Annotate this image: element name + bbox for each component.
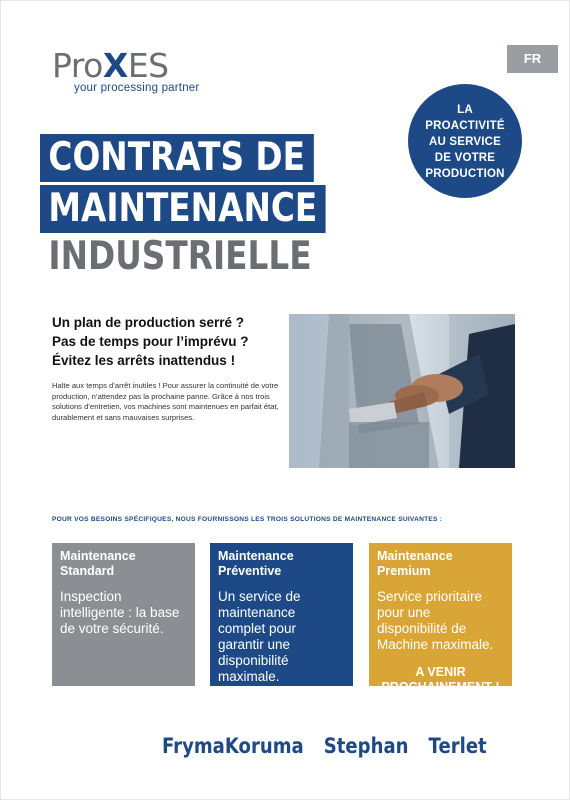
brand-stephan: Stephan [323,734,409,758]
circle-line: PROACTIVITÉ [425,120,505,132]
card-standard[interactable] [52,543,195,686]
intro-headline-line: Pas de temps pour l’imprévu ? [52,334,249,349]
circle-line: AU SERVICE [428,136,502,148]
intro-body-text: Halte aux temps d’arrêt inutiles ! Pour assurer la continuité de votre production, n’attendez pas la prochaine panne. Grâce à nos trois solutions d’entretien, vos machines sont maintenues en parfait état, durablement et sans mauvaises surprises. [52,381,279,422]
card-title-line: Maintenance [60,549,136,563]
intro-headline-line: Un plan de production serré ? [52,315,245,330]
card-description: Un service de maintenance complet pour garantir une disponibilité maximale. [218,589,301,684]
proactivity-circle-badge [408,84,522,198]
language-badge[interactable]: FR [507,45,558,73]
circle-line: DE VOTRE [434,152,496,164]
card-title-line: Premium [377,564,431,578]
title-line-2: MAINTENANCE [40,185,326,233]
proxes-logo [52,48,199,94]
logo-x: X [102,46,128,85]
logo-wordmark [52,48,199,84]
card-title-line: Maintenance [218,549,294,563]
brand-terlet: Terlet [428,734,487,758]
logo-tagline: your processing partner [74,82,200,94]
handshake-photo [289,314,515,468]
card-title [60,549,187,579]
card-title-line: Maintenance [377,549,453,563]
logo-suffix: ES [127,46,169,85]
circle-line: LA [457,104,473,116]
card-description: Service prioritaire pour une disponibilité de Machine maximale. [377,589,494,652]
coming-soon-note: A VENIR PROCHAINEMENT ! [381,665,500,694]
card-preventive[interactable] [210,543,353,686]
logo-prefix: Pro [52,46,103,85]
card-description: Inspection intelligente : la base de votre sécurité. [60,589,180,636]
title-line-3: INDUSTRIELLE [48,234,312,279]
card-title [218,549,345,579]
solutions-heading: POUR VOS BESOINS SPÉCIFIQUES, NOUS FOURNISSONS LES TROIS SOLUTIONS DE MAINTENANCE SUIVANTES : [52,516,443,523]
card-title-line: Préventive [218,564,282,578]
brand-list [162,734,487,758]
card-premium[interactable] [369,543,512,694]
intro-headline [52,313,282,370]
circle-line: PRODUCTION [425,168,505,180]
title-line-1: CONTRATS DE [40,134,313,182]
intro-headline-line: Évitez les arrêts inattendus ! [52,353,236,368]
card-title [377,549,504,579]
brand-frymakoruma: FrymaKoruma [162,734,304,758]
card-title-line: Standard [60,564,115,578]
